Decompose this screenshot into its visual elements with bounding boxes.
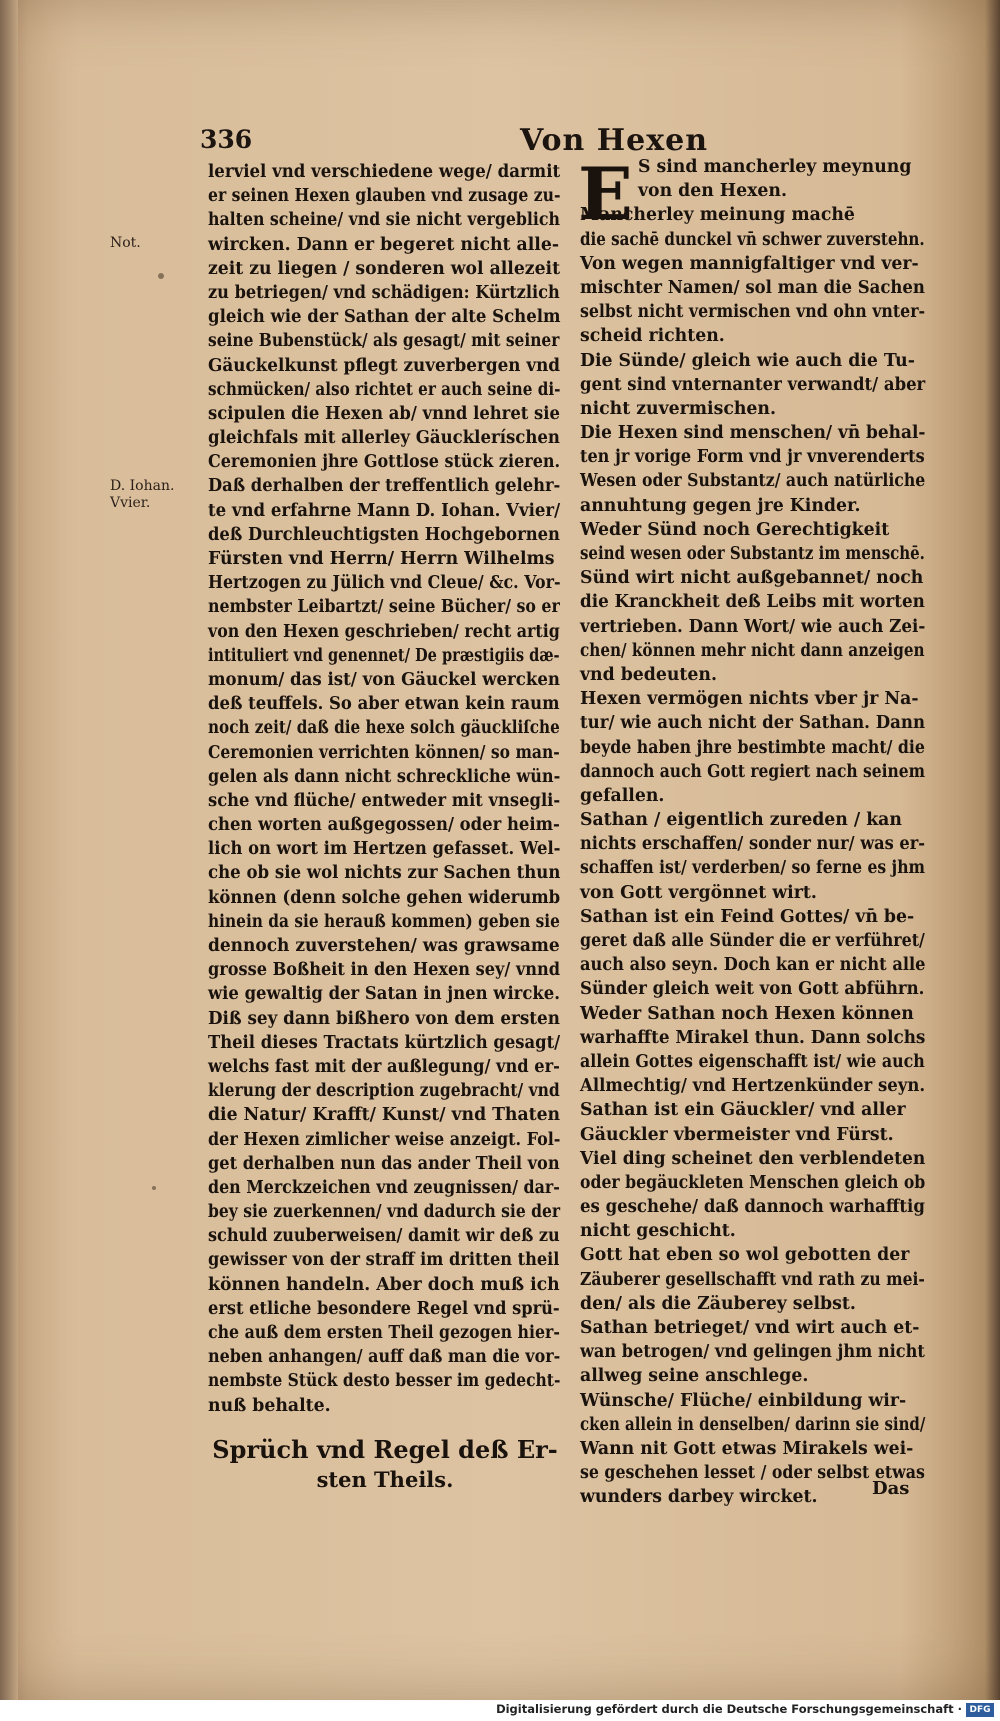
text-line: Ceremonien jhre Gottlose stück zieren. [208,452,561,473]
text-line: noch zeit/ daß die hexe solch gäuckliſche [208,718,560,739]
text-line: lich on wort im Hertzen gefasset. Wel- [208,839,561,860]
text-line: S sind mancherley meynung [638,157,912,177]
text-line: Allmechtig/ vnd Hertzenkünder seyn. [580,1076,926,1097]
text-line: gelen als dann nicht schreckliche wün- [208,766,561,787]
text-line: geret daß alle Sünder die er verführet/ [580,931,925,951]
text-line: seine Bubenstück/ als gesagt/ mit seiner [208,331,560,352]
text-line: allweg seine anschlege. [580,1366,809,1387]
text-line: neben anhangen/ auff daß man die vor- [208,1347,561,1368]
margin-note-wier: D. Iohan. Vvier. [110,478,175,511]
text-line: te vnd erfahrne Mann D. Iohan. Vvier/ [208,500,561,521]
text-line: von Gott vergönnet wirt. [580,882,817,903]
text-line: seind wesen oder Substantz im menschē. [580,544,925,564]
page-edge [0,0,18,1700]
text-line: Zäuberer gesellschafft vnd rath zu mei- [580,1269,925,1290]
text-line: die sachē dunckel vn̄ schwer zuverstehn. [580,229,925,250]
text-line: Viel ding scheinet den verblendeten [580,1148,926,1169]
subheading-line: Sprüch vnd Regel deß Er- [212,1435,558,1464]
text-line: Gott hat eben so wol gebotten der [580,1245,910,1266]
text-line: Sünd wirt nicht außgebannet/ noch [580,568,924,589]
text-line: hinein da sie herauß kommen) geben sie [208,911,560,932]
text-line: Sünder gleich weit von Gott abführn. [580,979,925,1000]
text-line: chen worten außgegossen/ oder heim- [208,815,560,836]
text-line: Ceremonien verrichten können/ so man- [208,742,560,763]
text-line: er seinen Hexen glauben vnd zusage zu- [208,186,561,207]
text-line: Hexen vermögen nichts vber jr Na- [580,689,919,710]
text-line: Sathan ist ein Feind Gottes/ vn̄ be- [580,906,915,927]
text-line: warhaffte Mirakel thun. Dann solchs [580,1027,926,1048]
text-line: Daß derhalben der treffentlich gelehr- [208,476,561,497]
text-line: Gäuckler vbermeister vnd Fürst. [580,1124,894,1145]
ink-spot [158,273,164,279]
text-line: vertrieben. Dann Wort/ wie auch Zei- [580,616,926,637]
text-line: intituliert vnd genennet/ De præstigiis dæ- [208,645,560,666]
text-line: deß teuffels. So aber etwan kein raum [208,694,560,715]
text-line: Weder Sathan noch Hexen können [580,1003,914,1024]
text-line: Weder Sünd noch Gerechtigkeit [580,519,890,540]
text-line: grosse Boßheit in den Hexen sey/ vnnd [208,960,561,981]
text-line: zeit zu liegen / sonderen wol allezeit [208,258,561,279]
text-line: Mancherley meinung machē [580,205,855,226]
text-line: Wünsche/ Flüche/ einbildung wir- [580,1390,907,1411]
digitization-footer [0,1700,1000,1721]
text-line: nicht geschicht. [580,1221,736,1242]
text-line: oder begäuckleten Menschen gleich ob [580,1172,926,1193]
text-line: welchs fast mit der außlegung/ vnd er- [208,1056,560,1077]
text-line: che ob sie wol nichts zur Sachen thun [208,863,561,884]
text-line: monum/ das ist/ von Gäuckel wercken [208,669,560,690]
text-line: können handeln. Aber doch muß ich [208,1274,560,1295]
subheading-line: sten Theils. [316,1467,454,1492]
text-line: che auß dem ersten Theil gezogen hier- [208,1323,560,1343]
text-line: den/ als die Zäuberey selbst. [580,1293,856,1314]
text-line: nuß behalte. [208,1395,331,1416]
text-line: nembste Stück desto besser im gedecht- [208,1371,561,1392]
text-line: scheid richten. [580,326,725,347]
text-line: allein Gottes eigenschafft ist/ wie auch [580,1051,925,1072]
text-line: gewisser von der straff im dritten theil [208,1250,560,1271]
text-line: nichts erschaffen/ sonder nur/ was er- [580,834,926,855]
text-line: wan betrogen/ vnd gelingen jhm nicht [580,1342,925,1363]
text-line: von den Hexen geschrieben/ recht artig [208,621,560,642]
text-line: halten scheine/ vnd sie nicht vergeblich [208,210,560,231]
text-line: den Merckzeichen vnd zeugnissen/ dar- [208,1177,560,1198]
text-line: Diß sey dann bißhero von dem ersten [208,1008,560,1029]
text-line: die Kranckheit deß Leibs mit worten [580,592,925,613]
text-line: nicht zuvermischen. [580,398,776,419]
text-line: tur/ wie auch nicht der Sathan. Dann [580,713,926,734]
text-line: Die Hexen sind menschen/ vn̄ behal- [580,423,926,444]
text-line: Theil dieses Tractats kürtzlich gesagt/ [208,1032,561,1053]
text-line: beyde haben jhre bestimbte macht/ die [580,737,925,758]
text-line: dannoch auch Gott regiert nach seinem [580,761,925,782]
text-line: können (denn solche gehen widerumb [208,887,561,908]
text-line: zu betriegen/ vnd schädigen: Kürtzlich [208,282,560,303]
right-column [578,151,926,1510]
text-line: die Natur/ Krafft/ Kunst/ vnd Thaten [208,1105,561,1126]
text-line: gleichfals mit allerley Gäuckleríschen [208,428,560,449]
text-line: annuhtung gegen jre Kinder. [580,495,861,516]
text-line: Wann nit Gott etwas Mirakels wei- [580,1438,914,1459]
text-line: Hertzogen zu Jülich vnd Cleue/ &c. Vor- [208,573,561,594]
text-line: gefallen. [580,785,665,806]
text-line: wircken. Dann er begeret nicht alle- [208,234,560,255]
text-line: auch also seyn. Doch kan er nicht alle [580,955,926,976]
text-line: der Hexen zimlicher weise anzeigt. Fol- [208,1129,561,1150]
left-column [208,160,560,1418]
text-line: von den Hexen. [638,181,788,202]
text-line: deß Durchleuchtigsten Hochgebornen [208,524,560,545]
text-line: wie gewaltig der Satan in jnen wircke. [208,984,560,1005]
margin-note-not: Not. [110,235,141,251]
ink-spot [152,1186,156,1190]
text-line: schmücken/ also richtet er auch seine di- [208,379,561,400]
footer-credit: Digitalisierung gefördert durch die Deutsche Forschungsgemeinschaft · [496,1702,962,1716]
text-line: Sathan betrieget/ vnd wirt auch et- [580,1318,920,1338]
dfg-logo: DFG [966,1703,994,1717]
section-subheading [210,1435,560,1495]
text-line: klerung der description zugebracht/ vnd [208,1081,560,1102]
text-line: scipulen die Hexen ab/ vnnd lehret sie [208,403,560,424]
text-line: gleich wie der Sathan der alte Schelm [208,307,561,328]
text-line: schuld zuuberweisen/ damit wir deß zu [208,1226,560,1247]
text-line: vnd bedeuten. [580,664,717,685]
text-line: cken allein in denselben/ darinn sie sind/ [580,1414,926,1435]
text-line: ten jr vorige Form vnd jr vnverenderts [580,447,925,468]
page-number: 336 [200,125,253,154]
text-line: mischter Namen/ sol man die Sachen [580,277,925,298]
text-line: gent sind vnternanter verwandt/ aber [580,374,926,395]
text-line: get derhalben nun das ander Theil von [208,1153,560,1174]
catchword: Das [872,1478,910,1499]
text-line: es geschehe/ daß dannoch warhafftig [580,1197,925,1218]
text-line: Sathan / eigentlich zureden / kan [580,810,902,831]
text-line: bey sie zuerkennen/ vnd dadurch sie der [208,1202,561,1223]
text-line: sche vnd flüche/ entweder mit vnsegli- [208,790,561,811]
text-line: se geschehen lesset / oder selbst etwas [580,1463,925,1484]
text-line: Sathan ist ein Gäuckler/ vnd aller [580,1100,906,1121]
text-line: selbst nicht vermischen vnd ohn vnter- [580,302,926,323]
text-line: Fürsten vnd Herrn/ Herrn Wilhelms [208,549,555,569]
text-line: chen/ können mehr nicht dann anzeigen [580,640,925,661]
text-line: Von wegen mannigfaltiger vnd ver- [580,253,919,274]
text-line: schaffen ist/ verderben/ so ferne es jhm [580,858,925,879]
text-line: nembster Leibartzt/ seine Bücher/ so er [208,597,560,618]
text-line: wunders darbey wircket. [580,1487,818,1508]
text-line: Wesen oder Substantz/ auch natürliche [580,471,926,492]
running-head: Von Hexen [520,123,709,158]
text-line: erst etliche besondere Regel vnd sprü- [208,1298,560,1319]
drop-cap-initial: E [578,151,633,236]
text-line: lerviel vnd verschiedene wege/ darmit [208,162,561,182]
text-line: Gäuckelkunst pflegt zuverbergen vnd [208,355,561,376]
text-line: dennoch zuverstehen/ was grawsame [208,936,560,956]
text-line: Die Sünde/ gleich wie auch die Tu- [580,350,915,371]
